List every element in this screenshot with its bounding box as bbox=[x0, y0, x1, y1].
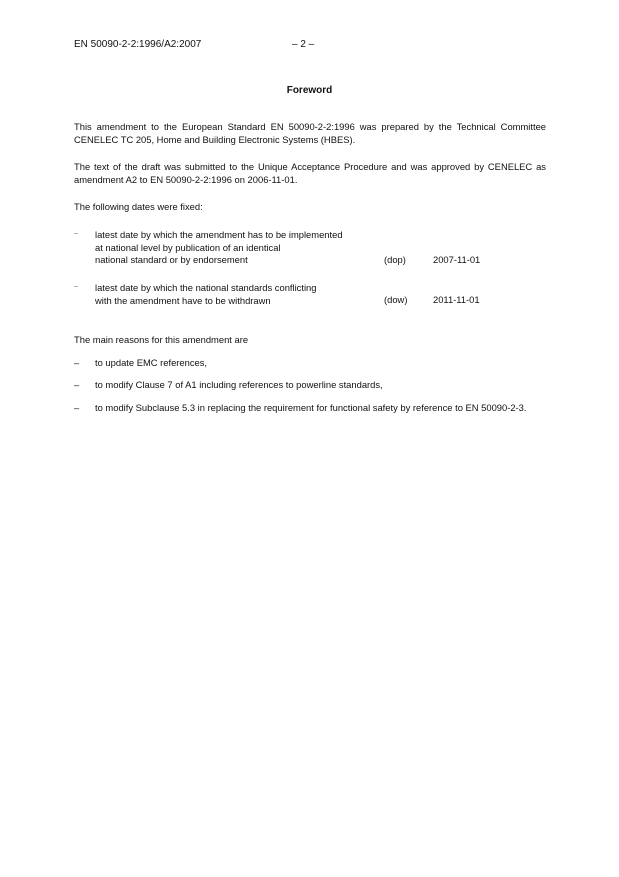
list-dash: – bbox=[74, 283, 78, 290]
dow-description bbox=[95, 282, 317, 307]
dow-date: 2011-11-01 bbox=[433, 294, 480, 305]
dop-description bbox=[95, 229, 343, 267]
paragraph-reasons-intro: The main reasons for this amendment are bbox=[74, 334, 249, 345]
dop-date: 2007-11-01 bbox=[433, 254, 481, 265]
list-dash: – bbox=[74, 379, 80, 390]
paragraph-prepared-by: This amendment to the European Standard EN 50090-2-2:1996 was prepared by the Technical Committee CENELEC TC 205, Home and Building Electronic Systems (HBES). bbox=[74, 121, 546, 145]
dop-line: latest date by which the amendment has to be implemented bbox=[95, 229, 343, 240]
dow-line: latest date by which the national standards conflicting bbox=[95, 282, 317, 293]
page-title: Foreword bbox=[286, 85, 333, 96]
list-dash: – bbox=[74, 357, 80, 368]
reason-item: to update EMC references, bbox=[95, 357, 208, 368]
reason-item: to modify Subclause 5.3 in replacing the requirement for functional safety by reference to EN 50090-2-3. bbox=[95, 402, 527, 413]
dow-code: (dow) bbox=[384, 294, 408, 305]
header-page-number: – 2 – bbox=[292, 39, 315, 50]
list-dash: – bbox=[74, 402, 80, 413]
dow-line: with the amendment have to be withdrawn bbox=[95, 294, 271, 306]
dop-line: national standard or by endorsement bbox=[95, 254, 248, 265]
paragraph-approval: The text of the draft was submitted to the Unique Acceptance Procedure and was approved by CENELEC as amendment A2 to EN 50090-2-2:1996 on 2006-11-01. bbox=[74, 161, 546, 185]
reason-item: to modify Clause 7 of A1 including references to powerline standards, bbox=[95, 379, 383, 390]
dop-code: (dop) bbox=[384, 254, 406, 265]
list-dash: – bbox=[74, 230, 78, 237]
dop-line: at national level by publication of an identical bbox=[95, 241, 281, 253]
paragraph-dates-intro: The following dates were fixed: bbox=[74, 201, 203, 212]
header-document-id: EN 50090-2-2:1996/A2:2007 bbox=[74, 39, 202, 50]
